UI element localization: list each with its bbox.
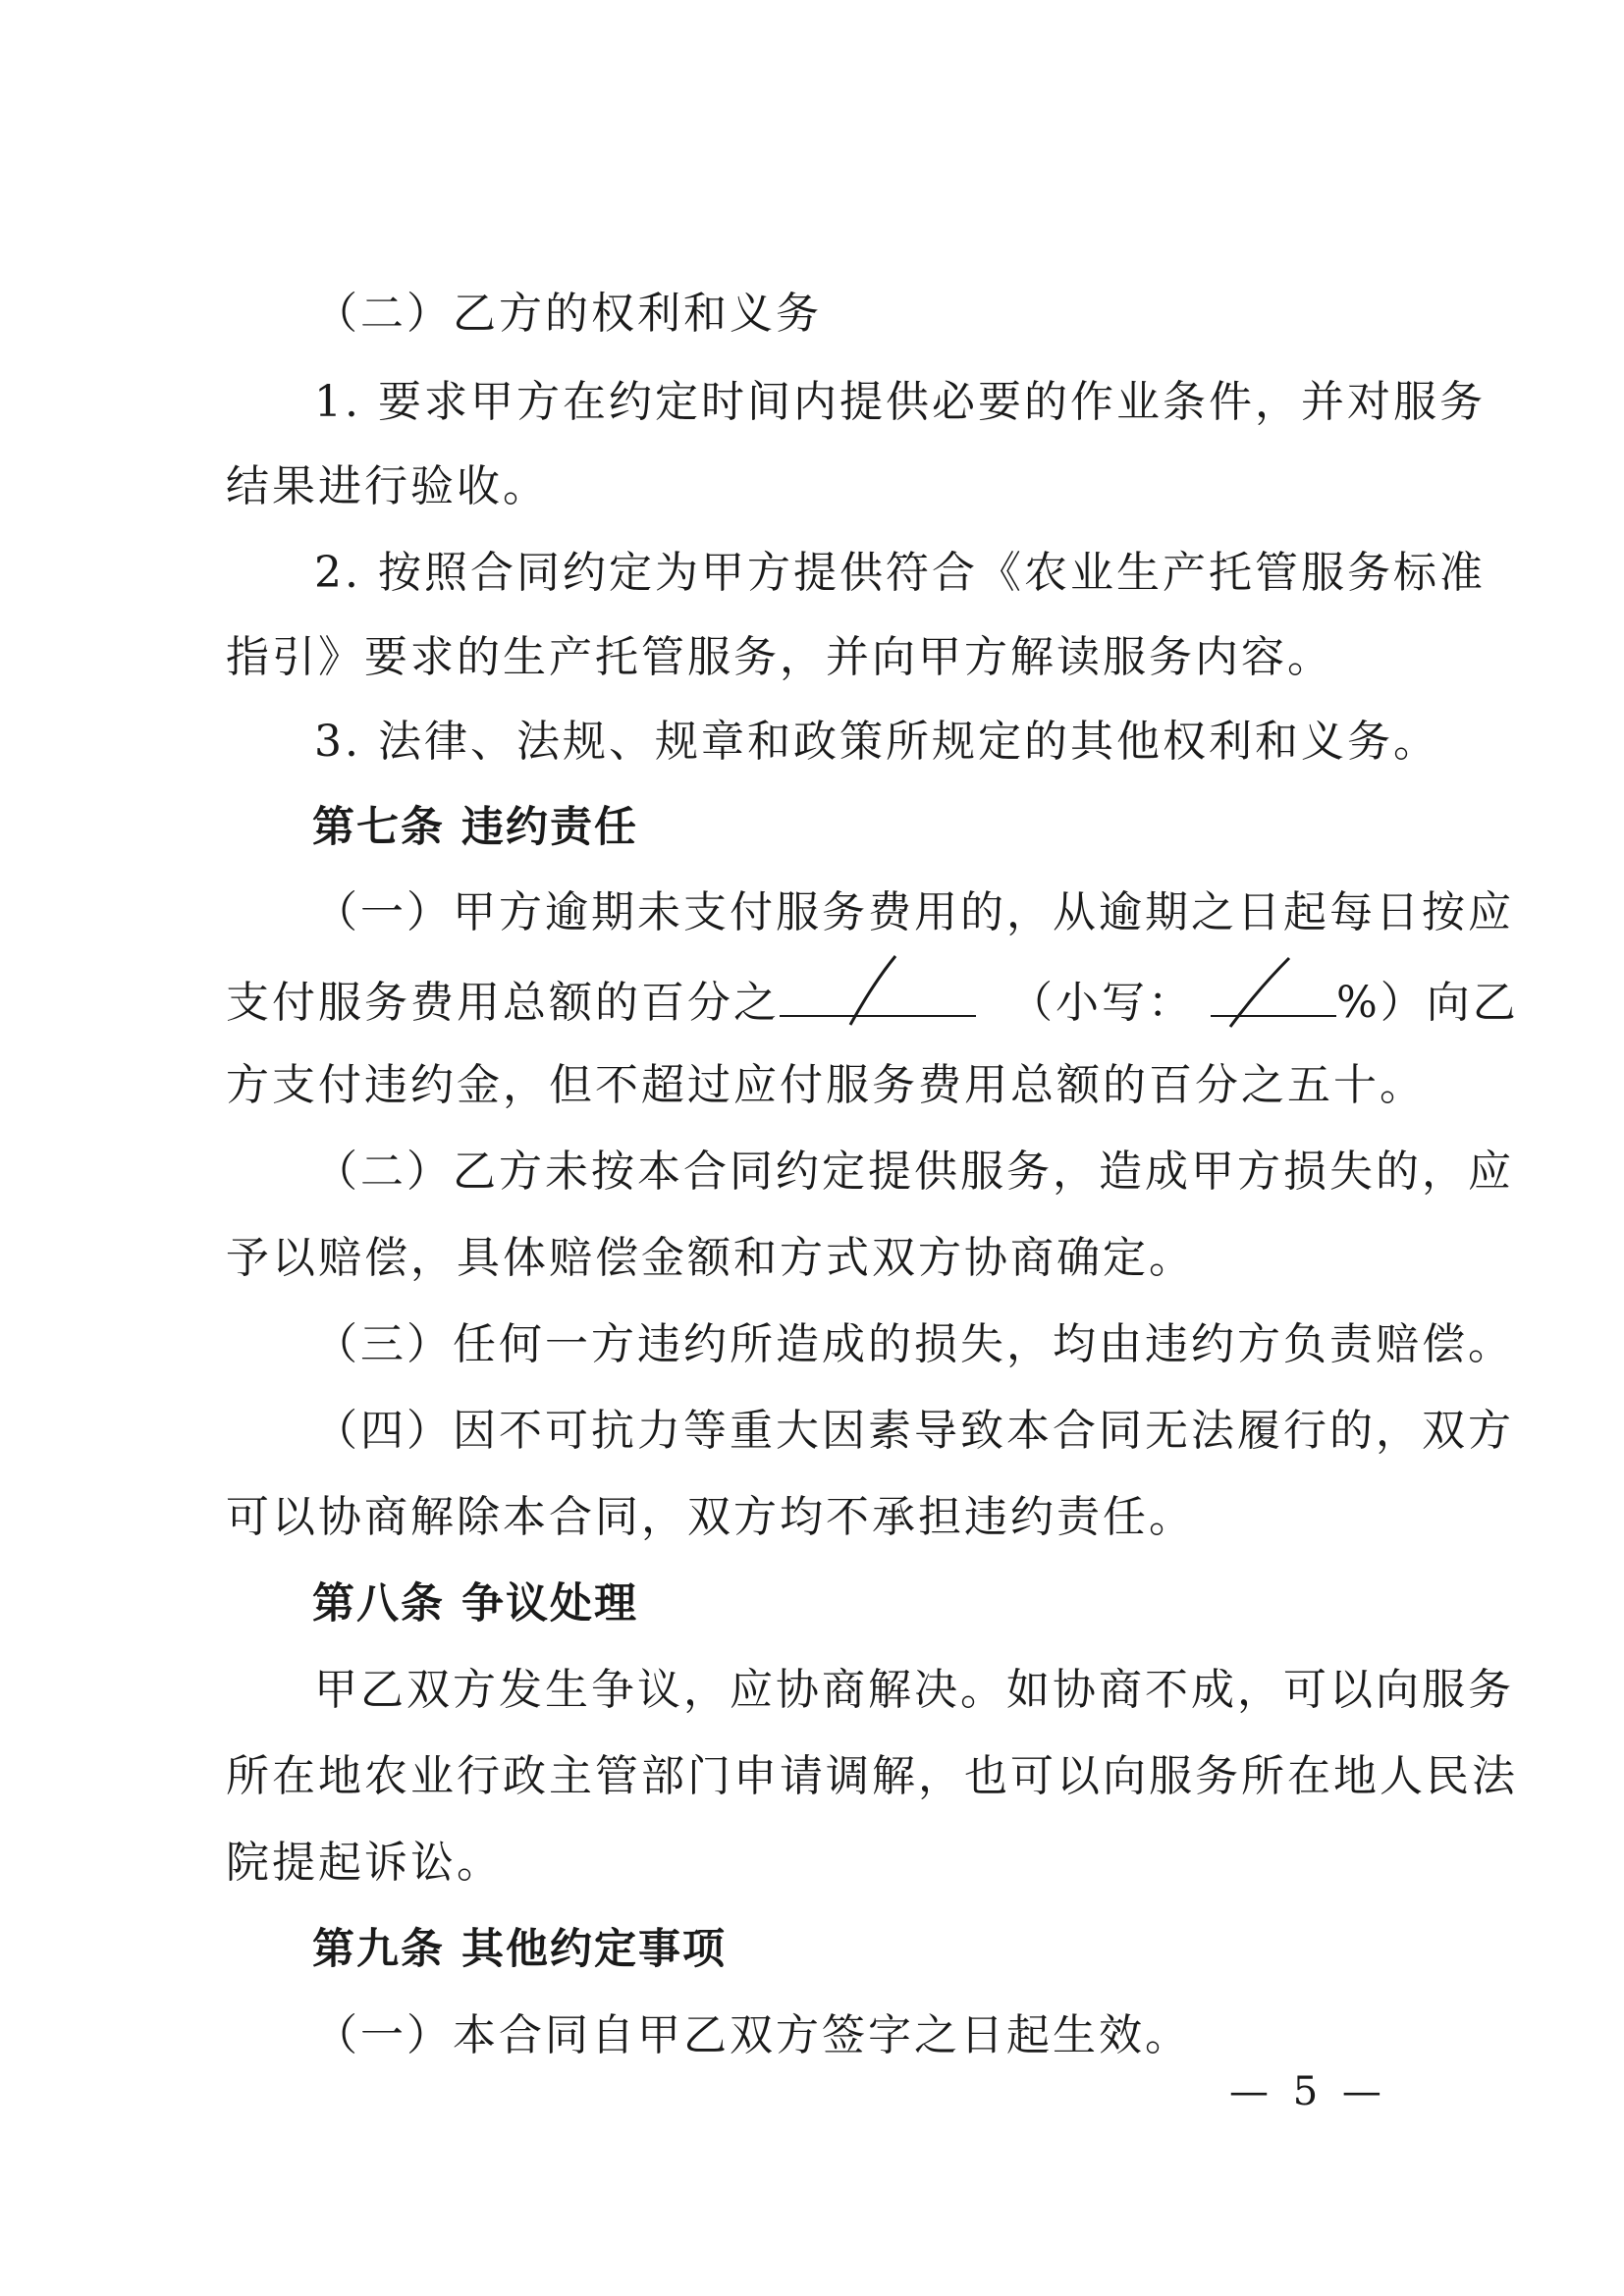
a7-p1-line2-post: %）向乙 xyxy=(1335,978,1519,1028)
yi-rights-heading: （二）乙方的权利和义务 xyxy=(314,289,822,339)
a7-p2-line2: 予以赔偿，具体赔偿金额和方式双方协商确定。 xyxy=(226,1233,1195,1283)
article9-title: 第九条 其他约定事项 xyxy=(312,1925,727,1974)
a7-p1-line3: 方支付违约金，但不超过应付服务费用总额的百分之五十。 xyxy=(226,1060,1426,1110)
a7-p2-line1: （二）乙方未按本合同约定提供服务，造成甲方损失的，应 xyxy=(314,1147,1514,1197)
yi-item2-line1: 2. 按照合同约定为甲方提供符合《农业生产托管服务标准 xyxy=(314,548,1486,598)
yi-item3: 3. 法律、法规、规章和政策所规定的其他权利和义务。 xyxy=(314,717,1439,767)
a7-p3: （三）任何一方违约所造成的损失，均由违约方负责赔偿。 xyxy=(314,1319,1514,1369)
article8-title: 第八条 争议处理 xyxy=(312,1579,638,1629)
a7-p1-line2 xyxy=(226,972,1519,1031)
article7-title: 第七条 违约责任 xyxy=(312,803,638,852)
a7-p4-line1: （四）因不可抗力等重大因素导致本合同无法履行的，双方 xyxy=(314,1406,1514,1456)
percent-blank-field[interactable] xyxy=(780,972,976,1017)
a7-p1-line1: （一）甲方逾期未支付服务费用的，从逾期之日起每日按应 xyxy=(314,887,1514,937)
a7-p4-line2: 可以协商解除本合同，双方均不承担违约责任。 xyxy=(226,1492,1195,1542)
a8-line2: 所在地农业行政主管部门申请调解，也可以向服务所在地人民法 xyxy=(226,1751,1518,1801)
strike-slash-small-icon xyxy=(1211,954,1336,1023)
yi-item1-line2: 结果进行验收。 xyxy=(226,461,549,511)
page-number: — 5 — xyxy=(1229,2069,1387,2114)
a8-line1: 甲乙双方发生争议，应协商解决。如协商不成，可以向服务 xyxy=(314,1665,1514,1715)
yi-item1-line1: 1. 要求甲方在约定时间内提供必要的作业条件，并对服务 xyxy=(314,377,1486,427)
percent-small-blank-field[interactable] xyxy=(1211,972,1336,1017)
yi-item2-line2: 指引》要求的生产托管服务，并向甲方解读服务内容。 xyxy=(226,632,1333,682)
a9-p1: （一）本合同自甲乙双方签字之日起生效。 xyxy=(314,2010,1191,2060)
strike-slash-icon xyxy=(780,954,976,1023)
a7-p1-line2-mid: （小写： xyxy=(1008,978,1194,1028)
a8-line3: 院提起诉讼。 xyxy=(226,1838,503,1888)
a7-p1-line2-pre: 支付服务费用总额的百分之 xyxy=(226,978,780,1028)
